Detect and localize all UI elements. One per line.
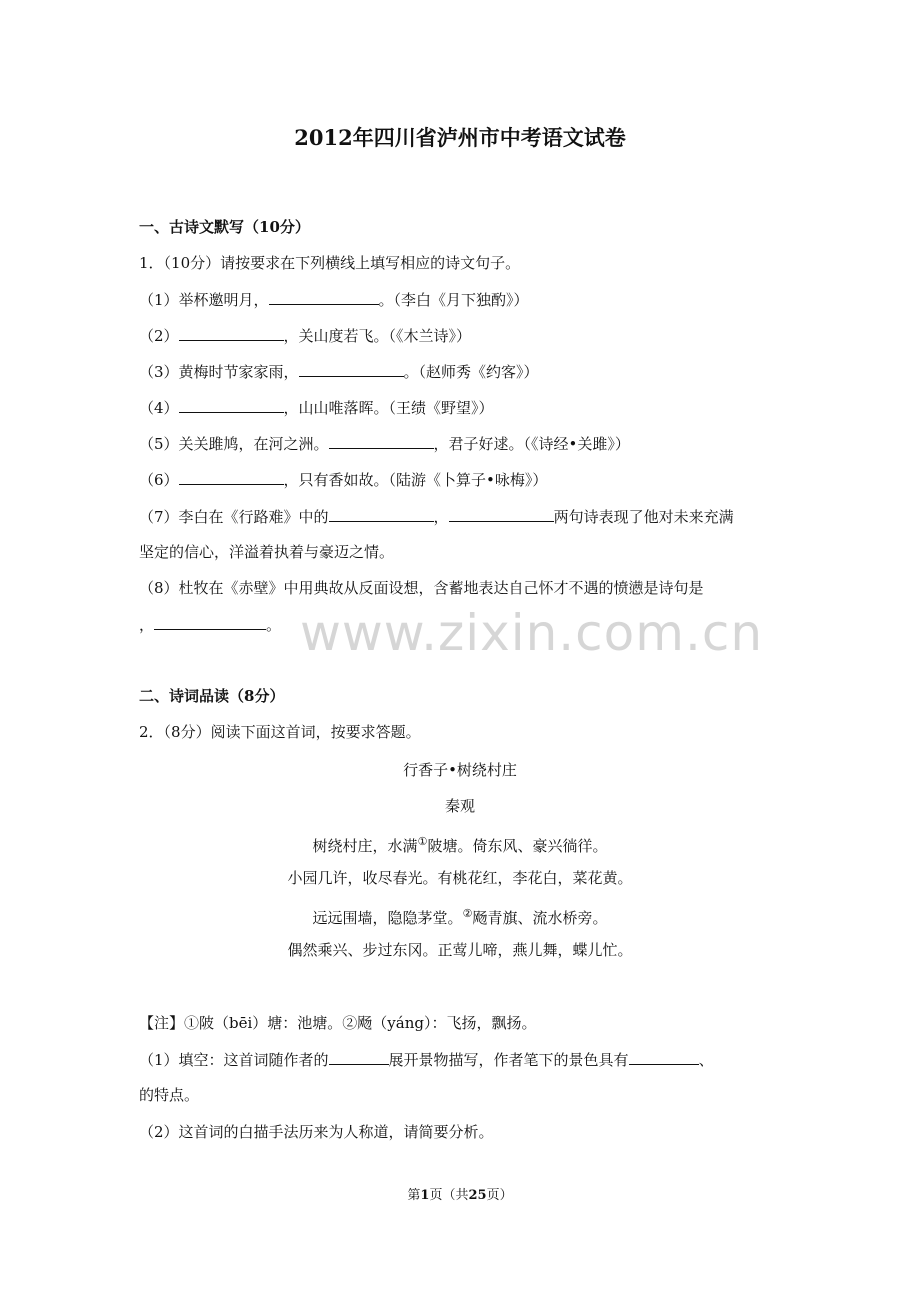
footer-page-number: 1	[420, 1188, 430, 1203]
poem-line-1-a: 树绕村庄，水满	[312, 837, 418, 855]
answer-blank[interactable]	[269, 289, 379, 305]
answer-blank[interactable]	[179, 397, 284, 413]
answer-blank[interactable]	[329, 506, 434, 522]
section-2-heading: 二、诗词品读（8分）	[139, 687, 285, 705]
answer-blank[interactable]	[629, 1049, 699, 1065]
item-6-text: ，只有香如故。（陆游《卜算子•咏梅》）	[283, 471, 548, 489]
item-1-text: （1）举杯邀明月，	[139, 291, 269, 309]
sub-question-1-b: 展开景物描写，作者笔下的景色具有	[388, 1051, 629, 1069]
question-2-intro: 2．（8分）阅读下面这首词，按要求答题。	[139, 723, 421, 741]
item-3-source: 。（赵师秀《约客》）	[403, 363, 539, 381]
item-5-text: （5）关关雎鸠，在河之洲。	[139, 435, 329, 453]
poem-line-3-a: 远远围墙，隐隐茅堂。	[312, 909, 463, 927]
item-7-tail: 两句诗表现了他对未来充满	[553, 508, 734, 526]
item-3	[139, 361, 539, 382]
footer-total-pages: 25	[468, 1188, 487, 1203]
poem-note: 【注】①陂（bēi）塘：池塘。②飏（yáng）：飞扬，飘扬。	[139, 1014, 537, 1032]
watermark: www.zixin.com.cn	[300, 604, 764, 662]
poem-line-3	[0, 904, 920, 928]
sub-question-1	[139, 1049, 714, 1070]
item-7-comma: ，	[433, 508, 449, 526]
footer-suffix: 页）	[486, 1188, 513, 1203]
page-title: 2012年四川省泸州市中考语文试卷	[294, 125, 626, 150]
answer-blank[interactable]	[449, 506, 554, 522]
question-1-intro: 1．（10分）请按要求在下列横线上填写相应的诗文句子。	[139, 254, 521, 272]
poem-title: 行香子•树绕村庄	[403, 761, 517, 779]
item-1-source: 。（李白《月下独酌》）	[378, 291, 529, 309]
item-7-continued: 坚定的信心，洋溢着执着与豪迈之情。	[139, 543, 395, 561]
poem-line-4: 偶然乘兴、步过东冈。正莺儿啼，燕儿舞，蝶儿忙。	[287, 941, 633, 959]
footer-mid: 页（共	[429, 1188, 469, 1203]
poem-line-1	[0, 832, 920, 856]
page-footer	[0, 1187, 920, 1205]
item-7	[139, 506, 734, 527]
poem-line-3-b: 飏青旗、流水桥旁。	[472, 909, 608, 927]
poem-author: 秦观	[444, 797, 475, 815]
item-8-comma: ，	[139, 616, 155, 634]
item-8-period: 。	[266, 616, 282, 634]
section-1-heading: 一、古诗文默写（10分）	[139, 218, 310, 236]
item-2	[139, 325, 471, 346]
answer-blank[interactable]	[329, 433, 434, 449]
answer-blank[interactable]	[179, 325, 284, 341]
sub-question-2: （2）这首词的白描手法历来为人称道，请简要分析。	[139, 1123, 494, 1141]
item-4-number: （4）	[139, 399, 179, 417]
item-3-text: （3）黄梅时节家家雨，	[139, 363, 299, 381]
answer-blank[interactable]	[179, 469, 284, 485]
item-5-source: ，君子好逑。（《诗经•关雎》）	[433, 435, 630, 453]
item-4	[139, 397, 494, 418]
sub-question-1-continued: 的特点。	[139, 1086, 200, 1104]
sub-question-1-a: （1）填空：这首词随作者的	[139, 1051, 329, 1069]
item-2-number: （2）	[139, 327, 179, 345]
item-8-continued	[139, 614, 281, 635]
sub-question-1-c: 、	[698, 1051, 714, 1069]
footnote-marker: ②	[462, 907, 473, 920]
answer-blank[interactable]	[329, 1049, 389, 1065]
item-8: （8）杜牧在《赤壁》中用典故从反面设想，含蓄地表达自己怀才不遇的愤懑是诗句是	[139, 579, 704, 597]
item-1	[139, 289, 529, 310]
poem-line-1-b: 陂塘。倚东风、豪兴徜徉。	[427, 837, 608, 855]
item-7-text: （7）李白在《行路难》中的	[139, 508, 329, 526]
answer-blank[interactable]	[154, 614, 266, 630]
footnote-marker: ①	[417, 835, 428, 848]
item-6-number: （6）	[139, 471, 179, 489]
item-5	[139, 433, 630, 454]
item-2-text: ，关山度若飞。（《木兰诗》）	[283, 327, 472, 345]
answer-blank[interactable]	[299, 361, 404, 377]
footer-prefix: 第	[407, 1188, 421, 1203]
item-4-text: ，山山唯落晖。（王绩《野望》）	[283, 399, 494, 417]
poem-line-2: 小园几许，收尽春光。有桃花红，李花白，菜花黄。	[287, 869, 633, 887]
item-6	[139, 469, 547, 490]
